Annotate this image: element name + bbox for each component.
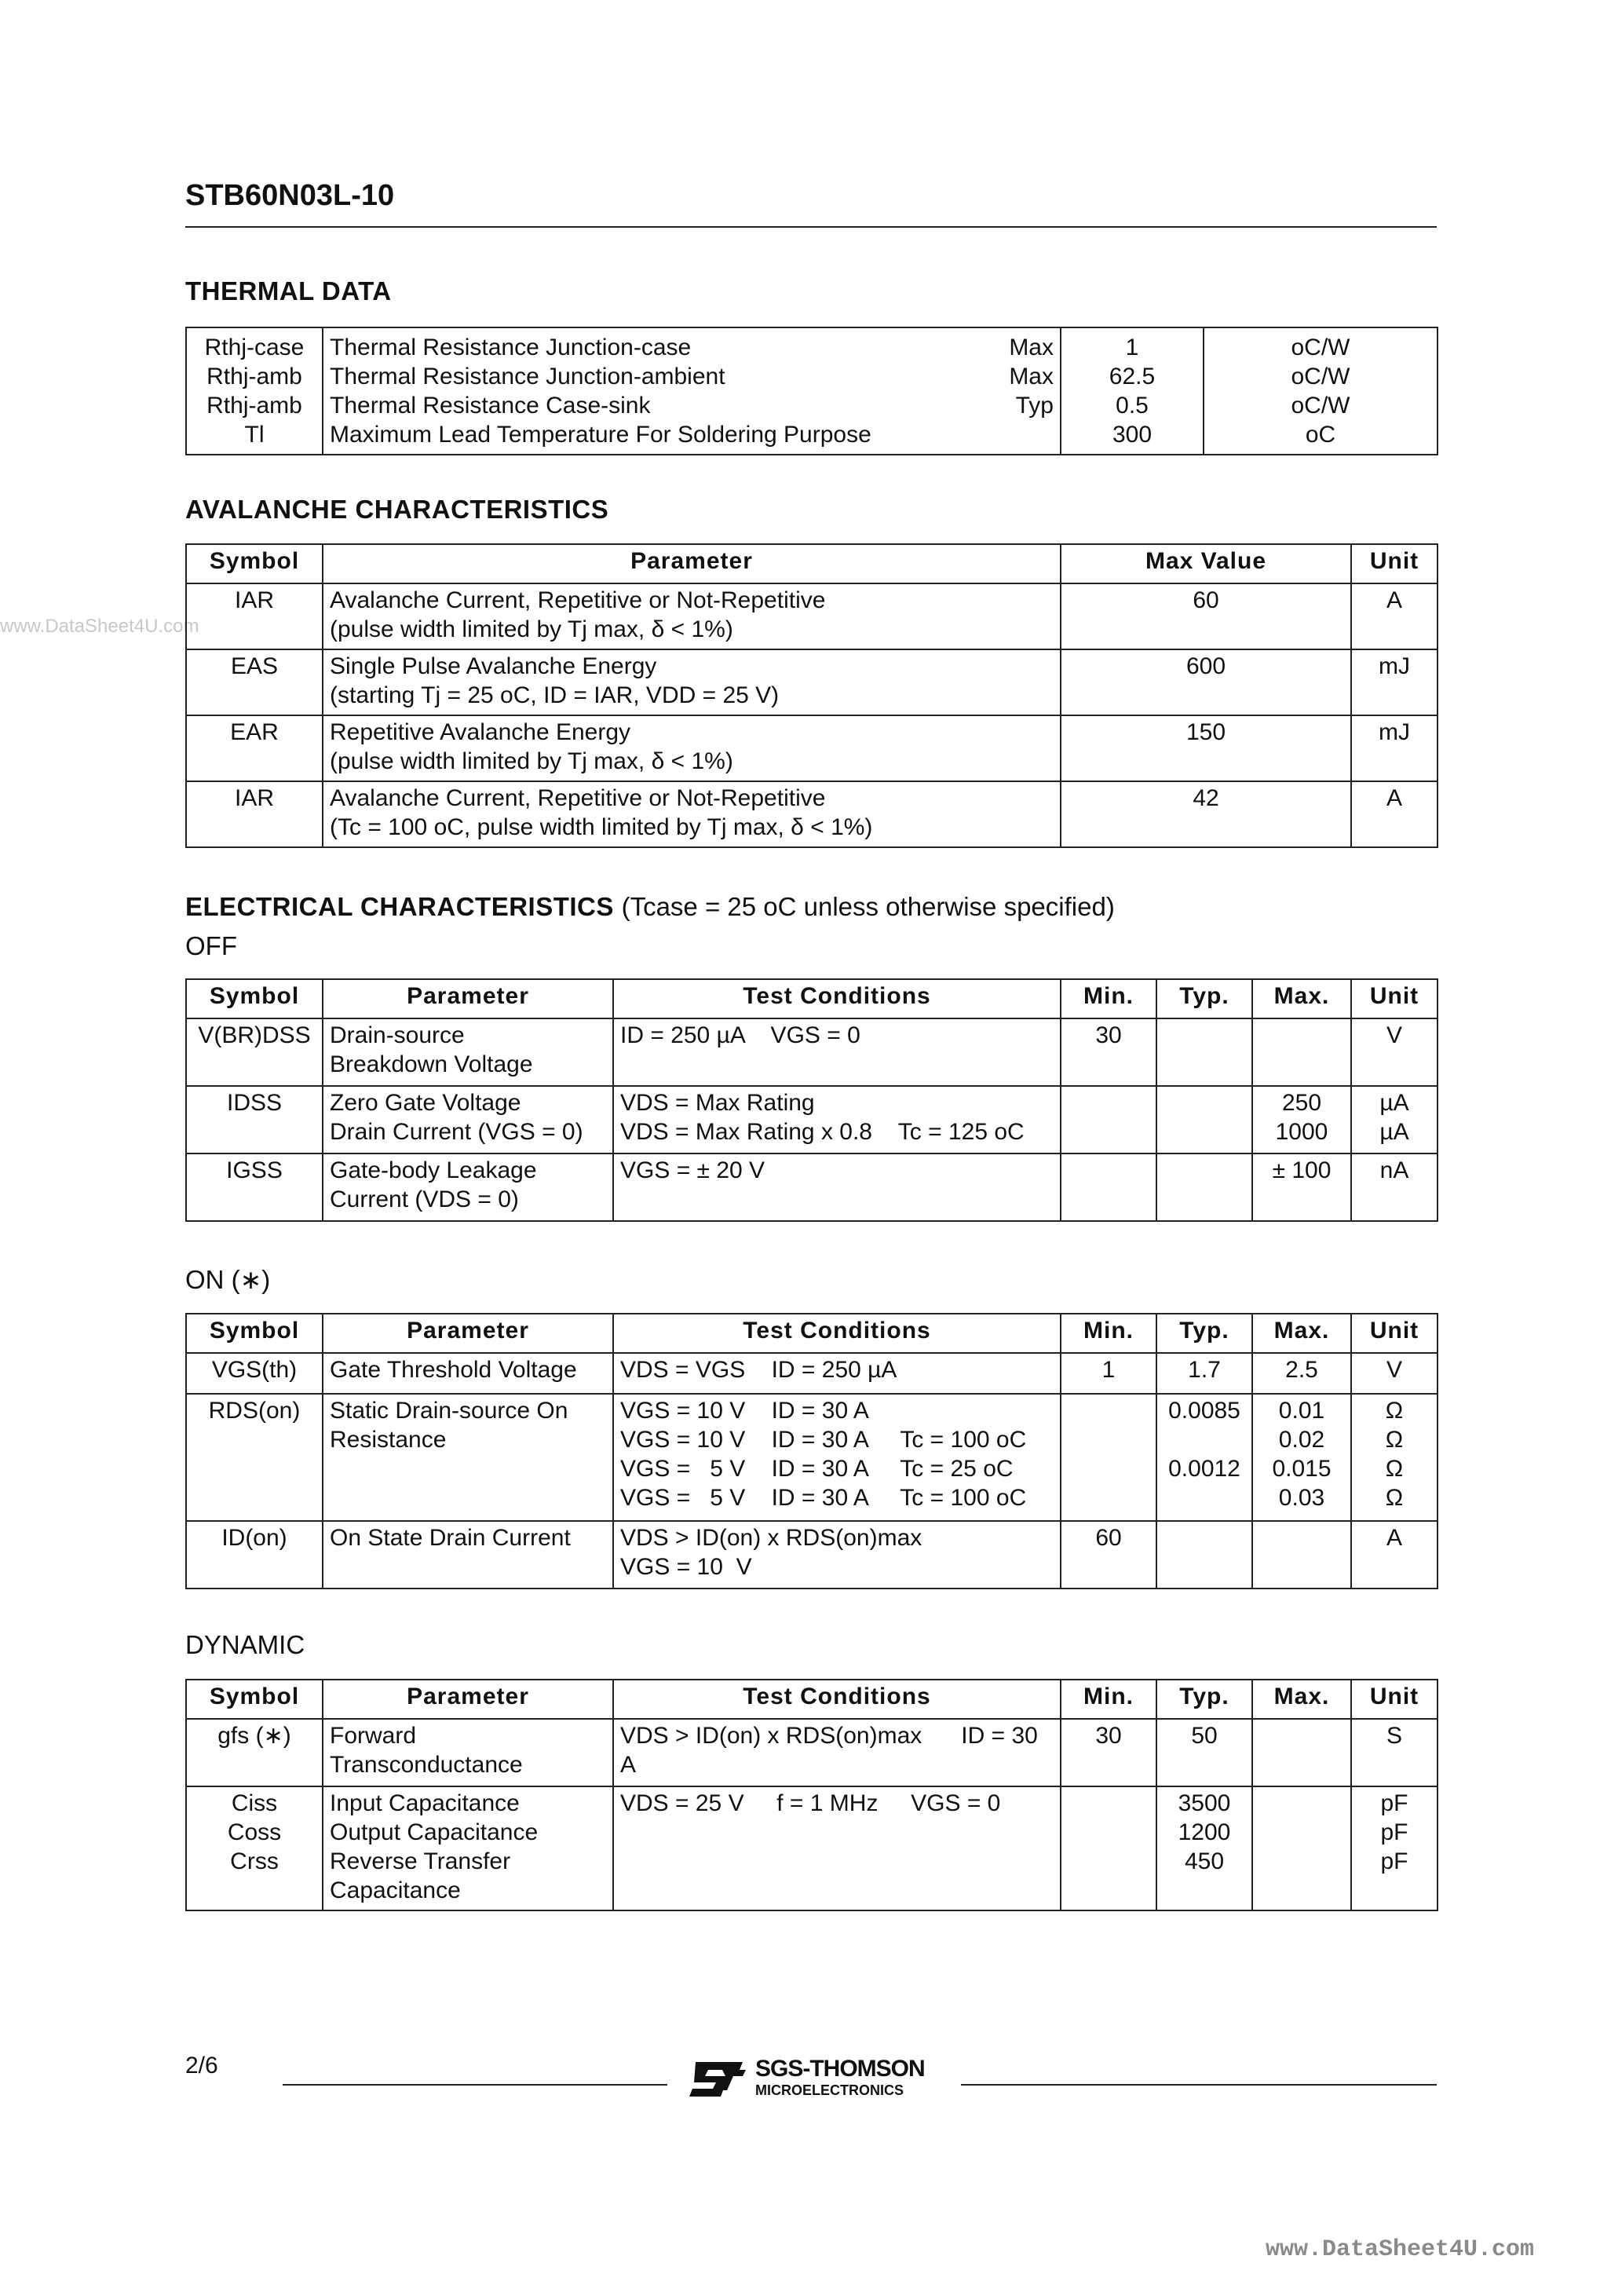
col-header-max: Max. [1252, 1314, 1351, 1353]
avalanche-symbol: IAR [186, 781, 323, 847]
watermark-bottom: www.DataSheet4U.com [1266, 2236, 1535, 2263]
avalanche-param: Repetitive Avalanche Energy (pulse width limited by Tj max, δ < 1%) [323, 715, 1061, 781]
col-header-unit: Unit [1351, 1314, 1438, 1353]
off-min: 30 [1061, 1018, 1156, 1086]
dynamic-max [1252, 1719, 1351, 1786]
col-header-max-value: Max Value [1061, 544, 1351, 583]
off-typ [1156, 1153, 1252, 1221]
table-row [186, 1353, 1438, 1394]
off-symbol: IGSS [186, 1153, 323, 1221]
page-number: 2/6 [185, 2053, 218, 2078]
dynamic-typ: 50 [1156, 1719, 1252, 1786]
thermal-data-title: THERMAL DATA [185, 276, 392, 305]
avalanche-unit: mJ [1351, 649, 1438, 715]
footer-rule-right [961, 2084, 1437, 2086]
col-header-symbol: Symbol [186, 979, 323, 1018]
on-min: 1 [1061, 1353, 1156, 1394]
thermal-unit: oC [1204, 420, 1438, 455]
thermal-symbol: Rthj-amb [186, 362, 323, 391]
off-unit: nA [1351, 1153, 1438, 1221]
dynamic-symbol: Ciss Coss Crss [186, 1786, 323, 1910]
avalanche-title: AVALANCHE CHARACTERISTICS [185, 495, 609, 524]
col-header-symbol: Symbol [186, 544, 323, 583]
table-row [186, 1786, 1438, 1910]
col-header-min: Min. [1061, 1680, 1156, 1719]
thermal-unit: oC/W [1204, 362, 1438, 391]
thermal-qual: Typ [1015, 393, 1054, 419]
col-header-max: Max. [1252, 979, 1351, 1018]
dynamic-table [185, 1679, 1438, 1911]
col-header-unit: Unit [1351, 544, 1438, 583]
off-unit: µA µA [1351, 1086, 1438, 1153]
dynamic-unit: S [1351, 1719, 1438, 1786]
avalanche-symbol: EAR [186, 715, 323, 781]
off-unit: V [1351, 1018, 1438, 1086]
off-max: 250 1000 [1252, 1086, 1351, 1153]
thermal-unit: oC/W [1204, 327, 1438, 362]
dynamic-typ: 3500 1200 450 [1156, 1786, 1252, 1910]
thermal-table [185, 327, 1438, 455]
document-title: STB60N03L-10 [185, 179, 395, 212]
on-title: ON (∗) [185, 1265, 271, 1294]
on-unit: V [1351, 1353, 1438, 1394]
on-symbol: VGS(th) [186, 1353, 323, 1394]
col-header-unit: Unit [1351, 1680, 1438, 1719]
on-symbol: RDS(on) [186, 1394, 323, 1521]
avalanche-unit: mJ [1351, 715, 1438, 781]
thermal-value: 300 [1061, 420, 1204, 455]
avalanche-symbol: EAS [186, 649, 323, 715]
off-symbol: IDSS [186, 1086, 323, 1153]
off-typ [1156, 1018, 1252, 1086]
on-cond: VGS = 10 V ID = 30 A VGS = 10 V ID = 30 A Tc = 100 oC VGS = 5 V ID = 30 A Tc = 25 oC VGS = 5 V ID = 30 A Tc = 100 oC [613, 1394, 1061, 1521]
col-header-test-conditions: Test Conditions [613, 979, 1061, 1018]
thermal-param: Thermal Resistance Junction-ambient [330, 364, 725, 389]
on-cond: VDS = VGS ID = 250 µA [613, 1353, 1061, 1394]
table-row [186, 1521, 1438, 1589]
col-header-typ: Typ. [1156, 1314, 1252, 1353]
off-max [1252, 1018, 1351, 1086]
col-header-test-conditions: Test Conditions [613, 1680, 1061, 1719]
dynamic-cond: VDS > ID(on) x RDS(on)max ID = 30 A [613, 1719, 1061, 1786]
col-header-symbol: Symbol [186, 1680, 323, 1719]
logo-text-division: MICROELECTRONICS [755, 2082, 904, 2098]
avalanche-param: Avalanche Current, Repetitive or Not-Repetitive (Tc = 100 oC, pulse width limited by Tj max, δ < 1%) [323, 781, 1061, 847]
col-header-test-conditions: Test Conditions [613, 1314, 1061, 1353]
dynamic-cond: VDS = 25 V f = 1 MHz VGS = 0 [613, 1786, 1061, 1910]
col-header-min: Min. [1061, 979, 1156, 1018]
company-logo [685, 2056, 952, 2103]
col-header-typ: Typ. [1156, 1680, 1252, 1719]
thermal-symbol: Rthj-case [186, 327, 323, 362]
on-param: Gate Threshold Voltage [323, 1353, 613, 1394]
table-row [186, 649, 1438, 715]
on-typ: 0.0085 0.0012 [1156, 1394, 1252, 1521]
dynamic-min: 30 [1061, 1719, 1156, 1786]
avalanche-unit: A [1351, 583, 1438, 649]
on-symbol: ID(on) [186, 1521, 323, 1589]
thermal-symbol: Rthj-amb [186, 391, 323, 420]
thermal-value: 0.5 [1061, 391, 1204, 420]
thermal-qual: Max [1009, 335, 1054, 360]
avalanche-value: 60 [1061, 583, 1351, 649]
table-row [186, 1719, 1438, 1786]
on-max: 0.01 0.02 0.015 0.03 [1252, 1394, 1351, 1521]
avalanche-value: 42 [1061, 781, 1351, 847]
avalanche-unit: A [1351, 781, 1438, 847]
logo-text-company: SGS-THOMSON [755, 2056, 925, 2082]
table-row [186, 583, 1438, 649]
thermal-param: Thermal Resistance Junction-case [330, 335, 692, 360]
dynamic-unit: pF pF pF [1351, 1786, 1438, 1910]
off-cond: VDS = Max Rating VDS = Max Rating x 0.8 Tc = 125 oC [613, 1086, 1061, 1153]
on-unit: A [1351, 1521, 1438, 1589]
off-cond: ID = 250 µA VGS = 0 [613, 1018, 1061, 1086]
off-param: Drain-source Breakdown Voltage [323, 1018, 613, 1086]
on-param: On State Drain Current [323, 1521, 613, 1589]
thermal-symbol: Tl [186, 420, 323, 455]
on-cond: VDS > ID(on) x RDS(on)max VGS = 10 V [613, 1521, 1061, 1589]
on-table [185, 1313, 1438, 1589]
table-row [186, 715, 1438, 781]
off-typ [1156, 1086, 1252, 1153]
dynamic-param: Forward Transconductance [323, 1719, 613, 1786]
col-header-min: Min. [1061, 1314, 1156, 1353]
col-header-symbol: Symbol [186, 1314, 323, 1353]
table-row [186, 1394, 1438, 1521]
electrical-note: (Tcase = 25 oC unless otherwise specified) [621, 892, 1115, 921]
st-logo-icon [685, 2059, 747, 2100]
col-header-max: Max. [1252, 1680, 1351, 1719]
thermal-row [186, 420, 1438, 455]
avalanche-table [185, 543, 1438, 848]
off-min [1061, 1086, 1156, 1153]
col-header-parameter: Parameter [323, 544, 1061, 583]
table-row [186, 1086, 1438, 1153]
table-row [186, 1153, 1438, 1221]
off-cond: VGS = ± 20 V [613, 1153, 1061, 1221]
on-typ [1156, 1521, 1252, 1589]
thermal-row [186, 362, 1438, 391]
table-row [186, 1018, 1438, 1086]
on-max [1252, 1521, 1351, 1589]
footer-rule-left [283, 2084, 667, 2086]
watermark-left: www.DataSheet4U.com [0, 616, 199, 637]
thermal-value: 62.5 [1061, 362, 1204, 391]
on-min: 60 [1061, 1521, 1156, 1589]
off-symbol: V(BR)DSS [186, 1018, 323, 1086]
avalanche-param: Avalanche Current, Repetitive or Not-Repetitive (pulse width limited by Tj max, δ < 1%) [323, 583, 1061, 649]
on-param: Static Drain-source On Resistance [323, 1394, 613, 1521]
off-max: ± 100 [1252, 1153, 1351, 1221]
col-header-parameter: Parameter [323, 1680, 613, 1719]
avalanche-value: 150 [1061, 715, 1351, 781]
col-header-typ: Typ. [1156, 979, 1252, 1018]
col-header-parameter: Parameter [323, 1314, 613, 1353]
on-min [1061, 1394, 1156, 1521]
on-unit: Ω Ω Ω Ω [1351, 1394, 1438, 1521]
off-table [185, 978, 1438, 1222]
on-max: 2.5 [1252, 1353, 1351, 1394]
thermal-param: Thermal Resistance Case-sink [330, 393, 651, 419]
off-param: Zero Gate Voltage Drain Current (VGS = 0) [323, 1086, 613, 1153]
thermal-param: Maximum Lead Temperature For Soldering Purpose [330, 422, 871, 448]
dynamic-symbol: gfs (∗) [186, 1719, 323, 1786]
thermal-row [186, 327, 1438, 362]
dynamic-title: DYNAMIC [185, 1630, 305, 1659]
off-min [1061, 1153, 1156, 1221]
thermal-value: 1 [1061, 327, 1204, 362]
col-header-parameter: Parameter [323, 979, 613, 1018]
thermal-row [186, 391, 1438, 420]
avalanche-value: 600 [1061, 649, 1351, 715]
electrical-title [185, 892, 1115, 922]
avalanche-symbol: IAR [186, 583, 323, 649]
thermal-qual: Max [1009, 364, 1054, 389]
off-param: Gate-body Leakage Current (VDS = 0) [323, 1153, 613, 1221]
dynamic-param: Input Capacitance Output Capacitance Reverse Transfer Capacitance [323, 1786, 613, 1910]
dynamic-min [1061, 1786, 1156, 1910]
header-rule [185, 226, 1437, 228]
dynamic-max [1252, 1786, 1351, 1910]
col-header-unit: Unit [1351, 979, 1438, 1018]
table-row [186, 781, 1438, 847]
thermal-unit: oC/W [1204, 391, 1438, 420]
electrical-title-text: ELECTRICAL CHARACTERISTICS [185, 892, 614, 921]
off-title: OFF [185, 931, 237, 960]
on-typ: 1.7 [1156, 1353, 1252, 1394]
avalanche-param: Single Pulse Avalanche Energy (starting Tj = 25 oC, ID = IAR, VDD = 25 V) [323, 649, 1061, 715]
